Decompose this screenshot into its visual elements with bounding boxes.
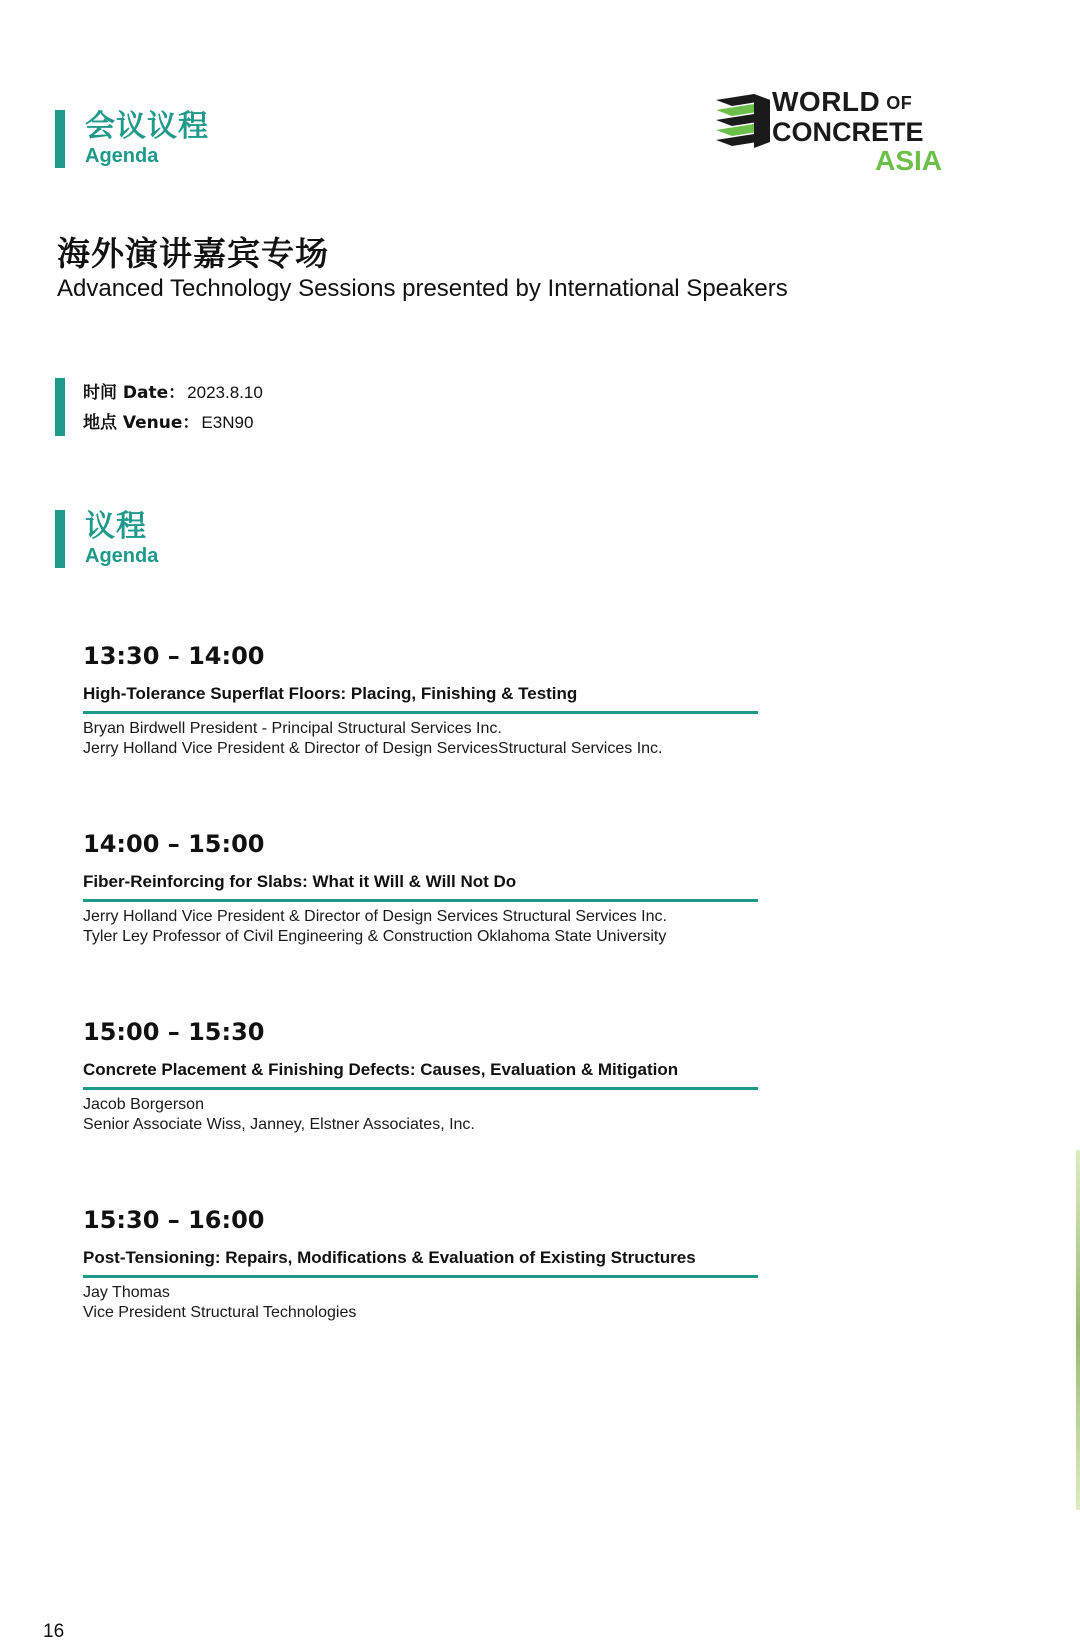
page-edge-decoration <box>1076 1150 1080 1510</box>
agenda-section-label <box>55 510 158 568</box>
agenda-session <box>83 1017 758 1135</box>
logo-text-concrete: CONCRETE <box>772 117 924 147</box>
venue-label: 地点 Venue： <box>83 413 200 433</box>
date-value: 2023.8.10 <box>187 383 263 402</box>
session-speakers <box>83 1095 758 1135</box>
session-divider <box>83 1087 758 1090</box>
session-speaker: Vice President Structural Technologies <box>83 1304 357 1321</box>
session-topic: Concrete Placement & Finishing Defects: Causes, Evaluation & Mitigation <box>83 1060 679 1079</box>
page-number: 16 <box>43 1621 65 1642</box>
session-time: 15:00 – 15:30 <box>83 1018 265 1046</box>
event-info-block <box>55 378 263 436</box>
session-topic: Post-Tensioning: Repairs, Modifications & Evaluation of Existing Structures <box>83 1248 696 1267</box>
page-title-en: Advanced Technology Sessions presented by International Speakers <box>57 275 788 302</box>
session-divider <box>83 1275 758 1278</box>
session-speaker: Jay Thomas <box>83 1284 170 1301</box>
header-section-label-zh: 会议议程 <box>85 109 209 144</box>
agenda-section-label-zh: 议程 <box>85 509 147 544</box>
logo-text-of: OF <box>886 93 913 113</box>
session-divider <box>83 899 758 902</box>
agenda-session <box>83 829 758 947</box>
date-label: 时间 Date： <box>83 383 186 403</box>
logo-line-world <box>772 88 946 117</box>
session-topic: Fiber-Reinforcing for Slabs: What it Will & Will Not Do <box>83 872 517 891</box>
session-speaker: Tyler Ley Professor of Civil Engineering & Construction Oklahoma State University <box>83 928 667 945</box>
session-speaker: Jerry Holland Vice President & Director of Design Services Structural Services Inc. <box>83 908 667 925</box>
session-speaker: Jacob Borgerson <box>83 1096 204 1113</box>
session-speakers <box>83 719 758 759</box>
agenda-session <box>83 641 758 759</box>
logo-layers-icon <box>714 90 772 150</box>
session-time: 13:30 – 14:00 <box>83 642 265 670</box>
session-speakers <box>83 907 758 947</box>
venue-value: E3N90 <box>201 413 254 432</box>
session-time: 15:30 – 16:00 <box>83 1206 265 1234</box>
page-title-zh: 海外演讲嘉宾专场 <box>57 234 329 273</box>
session-time: 14:00 – 15:00 <box>83 830 265 858</box>
session-speakers <box>83 1283 758 1323</box>
logo-wordmark <box>772 88 946 175</box>
venue-row <box>83 408 263 438</box>
agenda-section-label-en: Agenda <box>85 545 159 567</box>
session-speaker: Jerry Holland Vice President & Director of Design ServicesStructural Services Inc. <box>83 740 663 757</box>
session-speaker: Bryan Birdwell President - Principal Structural Services Inc. <box>83 720 502 737</box>
header-section-label-en: Agenda <box>85 145 159 167</box>
agenda-session <box>83 1205 758 1323</box>
session-divider <box>83 711 758 714</box>
world-of-concrete-asia-logo <box>714 86 946 176</box>
date-row <box>83 378 263 408</box>
header-section-label <box>55 110 209 168</box>
logo-text-world: WORLD <box>772 86 881 117</box>
session-speaker: Senior Associate Wiss, Janney, Elstner Associates, Inc. <box>83 1116 475 1133</box>
session-topic: High-Tolerance Superflat Floors: Placing, Finishing & Testing <box>83 684 578 703</box>
logo-text-asia: ASIA <box>875 145 942 176</box>
